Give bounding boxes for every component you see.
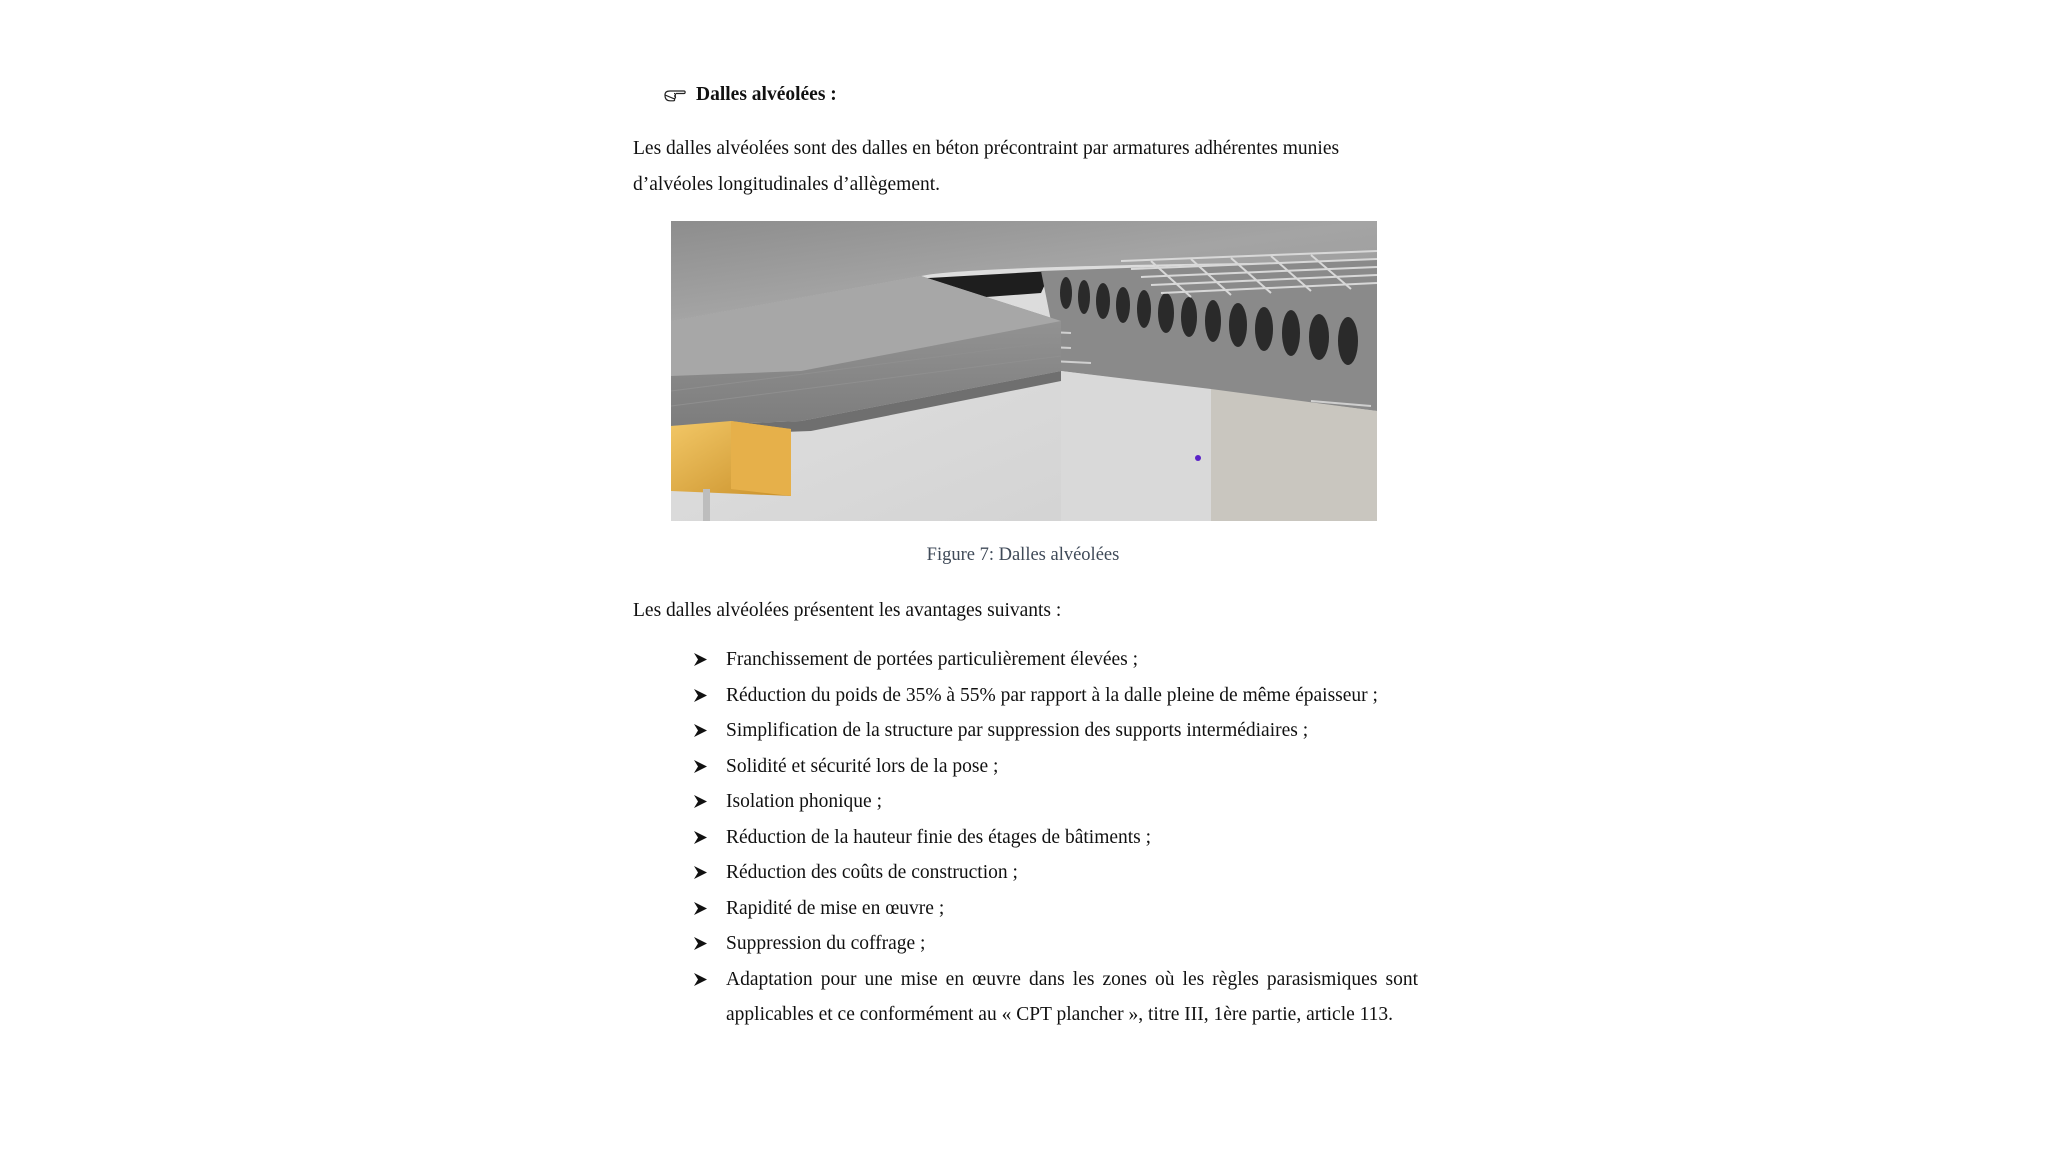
advantages-intro: Les dalles alvéolées présentent les avantages suivants : bbox=[633, 600, 1062, 621]
advantage-text: Franchissement de portées particulièrement élevées ; bbox=[726, 649, 1139, 670]
advantage-text: Réduction de la hauteur finie des étages de bâtiments ; bbox=[726, 826, 1152, 848]
figure-caption: Figure 7: Dalles alvéolées bbox=[926, 545, 1120, 565]
list-item bbox=[693, 855, 1418, 891]
list-item bbox=[693, 962, 1418, 1033]
list-item bbox=[693, 926, 1418, 962]
advantage-text: Rapidité de mise en œuvre ; bbox=[726, 897, 945, 919]
list-item bbox=[693, 678, 1418, 714]
arrowhead-bullet-icon bbox=[693, 794, 708, 809]
hollow-core-slab-image bbox=[671, 221, 1377, 521]
advantage-text: Simplification de la structure par suppression des supports intermédiaires ; bbox=[726, 720, 1309, 741]
arrowhead-bullet-icon bbox=[693, 688, 708, 703]
advantage-text: Réduction des coûts de construction ; bbox=[726, 862, 1018, 883]
section-heading-text: Dalles alvéolées : bbox=[696, 84, 837, 105]
arrowhead-bullet-icon bbox=[693, 652, 708, 667]
list-item bbox=[693, 784, 1418, 820]
arrowhead-bullet-icon bbox=[693, 936, 708, 951]
intro-paragraph bbox=[633, 131, 1423, 202]
list-item bbox=[693, 642, 1418, 678]
intro-line-1: Les dalles alvéolées sont des dalles en béton précontraint par armatures adhérentes munies bbox=[633, 138, 1340, 159]
list-item bbox=[693, 891, 1418, 927]
arrowhead-bullet-icon bbox=[693, 830, 708, 845]
arrowhead-bullet-icon bbox=[693, 972, 708, 987]
section-heading bbox=[664, 84, 837, 106]
list-item bbox=[693, 749, 1418, 785]
arrowhead-bullet-icon bbox=[693, 865, 708, 880]
arrowhead-bullet-icon bbox=[693, 759, 708, 774]
list-item bbox=[693, 820, 1418, 856]
list-item bbox=[693, 713, 1418, 749]
advantages-list bbox=[693, 642, 1418, 1033]
intro-line-2: d’alvéoles longitudinales d’allègement. bbox=[633, 173, 941, 195]
advantage-text: Adaptation pour une mise en œuvre dans les zones où les règles parasismiques sont applicables et ce conformément au « CPT plancher », titre III, 1ère partie, article 113. bbox=[726, 968, 1418, 1025]
advantage-text: Isolation phonique ; bbox=[726, 791, 882, 812]
advantage-text: Suppression du coffrage ; bbox=[726, 933, 926, 954]
arrowhead-bullet-icon bbox=[693, 901, 708, 916]
advantage-text: Solidité et sécurité lors de la pose ; bbox=[726, 755, 999, 777]
pointing-hand-icon bbox=[664, 88, 688, 102]
advantage-text: Réduction du poids de 35% à 55% par rapport à la dalle pleine de même épaisseur ; bbox=[726, 684, 1378, 706]
arrowhead-bullet-icon bbox=[693, 723, 708, 738]
